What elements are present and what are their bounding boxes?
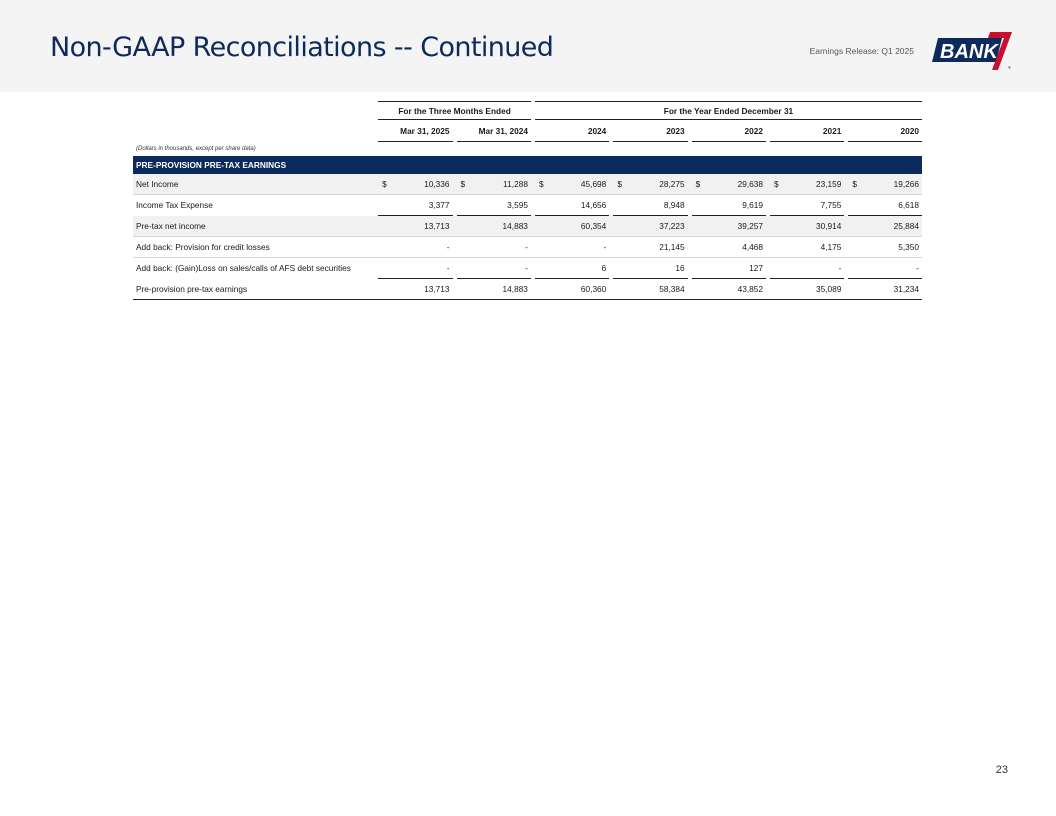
- table-row: [133, 258, 922, 279]
- cell-value: -: [467, 258, 531, 279]
- column-header: 2022: [692, 120, 766, 142]
- section-title: PRE-PROVISION PRE-TAX EARNINGS: [133, 156, 922, 174]
- group-header-three-months: For the Three Months Ended: [378, 102, 531, 120]
- cell-value: 127: [702, 258, 766, 279]
- cell-value: -: [858, 258, 922, 279]
- currency-symbol: $: [692, 174, 702, 195]
- group-header-row: [133, 102, 922, 120]
- cell-value: 30,914: [780, 216, 844, 237]
- cell-value: 21,145: [623, 237, 687, 258]
- row-label: Add back: (Gain)Loss on sales/calls of AFS debt securities: [136, 263, 351, 274]
- cell-value: 19,266: [858, 174, 922, 195]
- units-note: (Dollars in thousands, except per share data): [136, 145, 256, 152]
- units-note-row: [133, 142, 922, 156]
- svg-text:®: ®: [1008, 65, 1011, 70]
- cell-value: 13,713: [388, 279, 452, 300]
- row-label: Pre-provision pre-tax earnings: [133, 279, 378, 300]
- cell-value: 43,852: [702, 279, 766, 300]
- cell-value: 10,336: [388, 174, 452, 195]
- cell-value: 14,656: [545, 195, 609, 216]
- cell-value: -: [388, 258, 452, 279]
- cell-value: 39,257: [702, 216, 766, 237]
- cell-value: -: [780, 258, 844, 279]
- cell-value: 9,619: [702, 195, 766, 216]
- row-label: Add back: Provision for credit losses: [133, 237, 378, 258]
- table-row: [133, 216, 922, 237]
- cell-value: -: [467, 237, 531, 258]
- currency-symbol: $: [848, 174, 858, 195]
- cell-value: 31,234: [858, 279, 922, 300]
- row-label: Pre-tax net income: [133, 216, 378, 237]
- column-header-row: [133, 120, 922, 142]
- earnings-release-label: Earnings Release: Q1 2025: [809, 46, 914, 56]
- page-title: Non-GAAP Reconciliations -- Continued: [50, 32, 554, 63]
- cell-value: 4,468: [702, 237, 766, 258]
- cell-value: 3,377: [388, 195, 452, 216]
- cell-value: 35,089: [780, 279, 844, 300]
- cell-value: 6,618: [858, 195, 922, 216]
- cell-value: 60,354: [545, 216, 609, 237]
- cell-value: -: [388, 237, 452, 258]
- currency-symbol: $: [770, 174, 780, 195]
- table-row: [133, 174, 922, 195]
- pre-provision-table: [133, 101, 922, 300]
- cell-value: 5,350: [858, 237, 922, 258]
- cell-value: 58,384: [623, 279, 687, 300]
- cell-value: 13,713: [388, 216, 452, 237]
- column-header: 2024: [535, 120, 609, 142]
- cell-value: 23,159: [780, 174, 844, 195]
- cell-value: 28,275: [623, 174, 687, 195]
- currency-symbol: $: [378, 174, 388, 195]
- cell-value: 14,883: [467, 216, 531, 237]
- column-header: Mar 31, 2025: [378, 120, 452, 142]
- cell-value: 45,698: [545, 174, 609, 195]
- cell-value: 37,223: [623, 216, 687, 237]
- column-header: Mar 31, 2024: [457, 120, 531, 142]
- column-header: 2023: [613, 120, 687, 142]
- table-row: [133, 237, 922, 258]
- cell-value: 29,638: [702, 174, 766, 195]
- row-label: Income Tax Expense: [136, 200, 213, 211]
- cell-value: 11,288: [467, 174, 531, 195]
- bank7-logo: [932, 32, 1014, 70]
- page-number: 23: [995, 764, 1008, 776]
- cell-value: 8,948: [623, 195, 687, 216]
- cell-value: 60,360: [545, 279, 609, 300]
- cell-value: -: [545, 237, 609, 258]
- column-header: 2021: [770, 120, 844, 142]
- row-label: Net Income: [133, 174, 378, 195]
- cell-value: 7,755: [780, 195, 844, 216]
- table-row-total: [133, 279, 922, 300]
- cell-value: 16: [623, 258, 687, 279]
- svg-text:BANK: BANK: [940, 41, 998, 63]
- currency-symbol: $: [457, 174, 467, 195]
- cell-value: 3,595: [467, 195, 531, 216]
- cell-value: 14,883: [467, 279, 531, 300]
- section-header-row: [133, 156, 922, 174]
- cell-value: 4,175: [780, 237, 844, 258]
- table-row: [133, 195, 922, 216]
- currency-symbol: $: [613, 174, 623, 195]
- currency-symbol: $: [535, 174, 545, 195]
- column-header: 2020: [848, 120, 922, 142]
- page-header: [0, 0, 1056, 92]
- cell-value: 25,884: [858, 216, 922, 237]
- cell-value: 6: [545, 258, 609, 279]
- group-header-year-ended: For the Year Ended December 31: [535, 102, 922, 120]
